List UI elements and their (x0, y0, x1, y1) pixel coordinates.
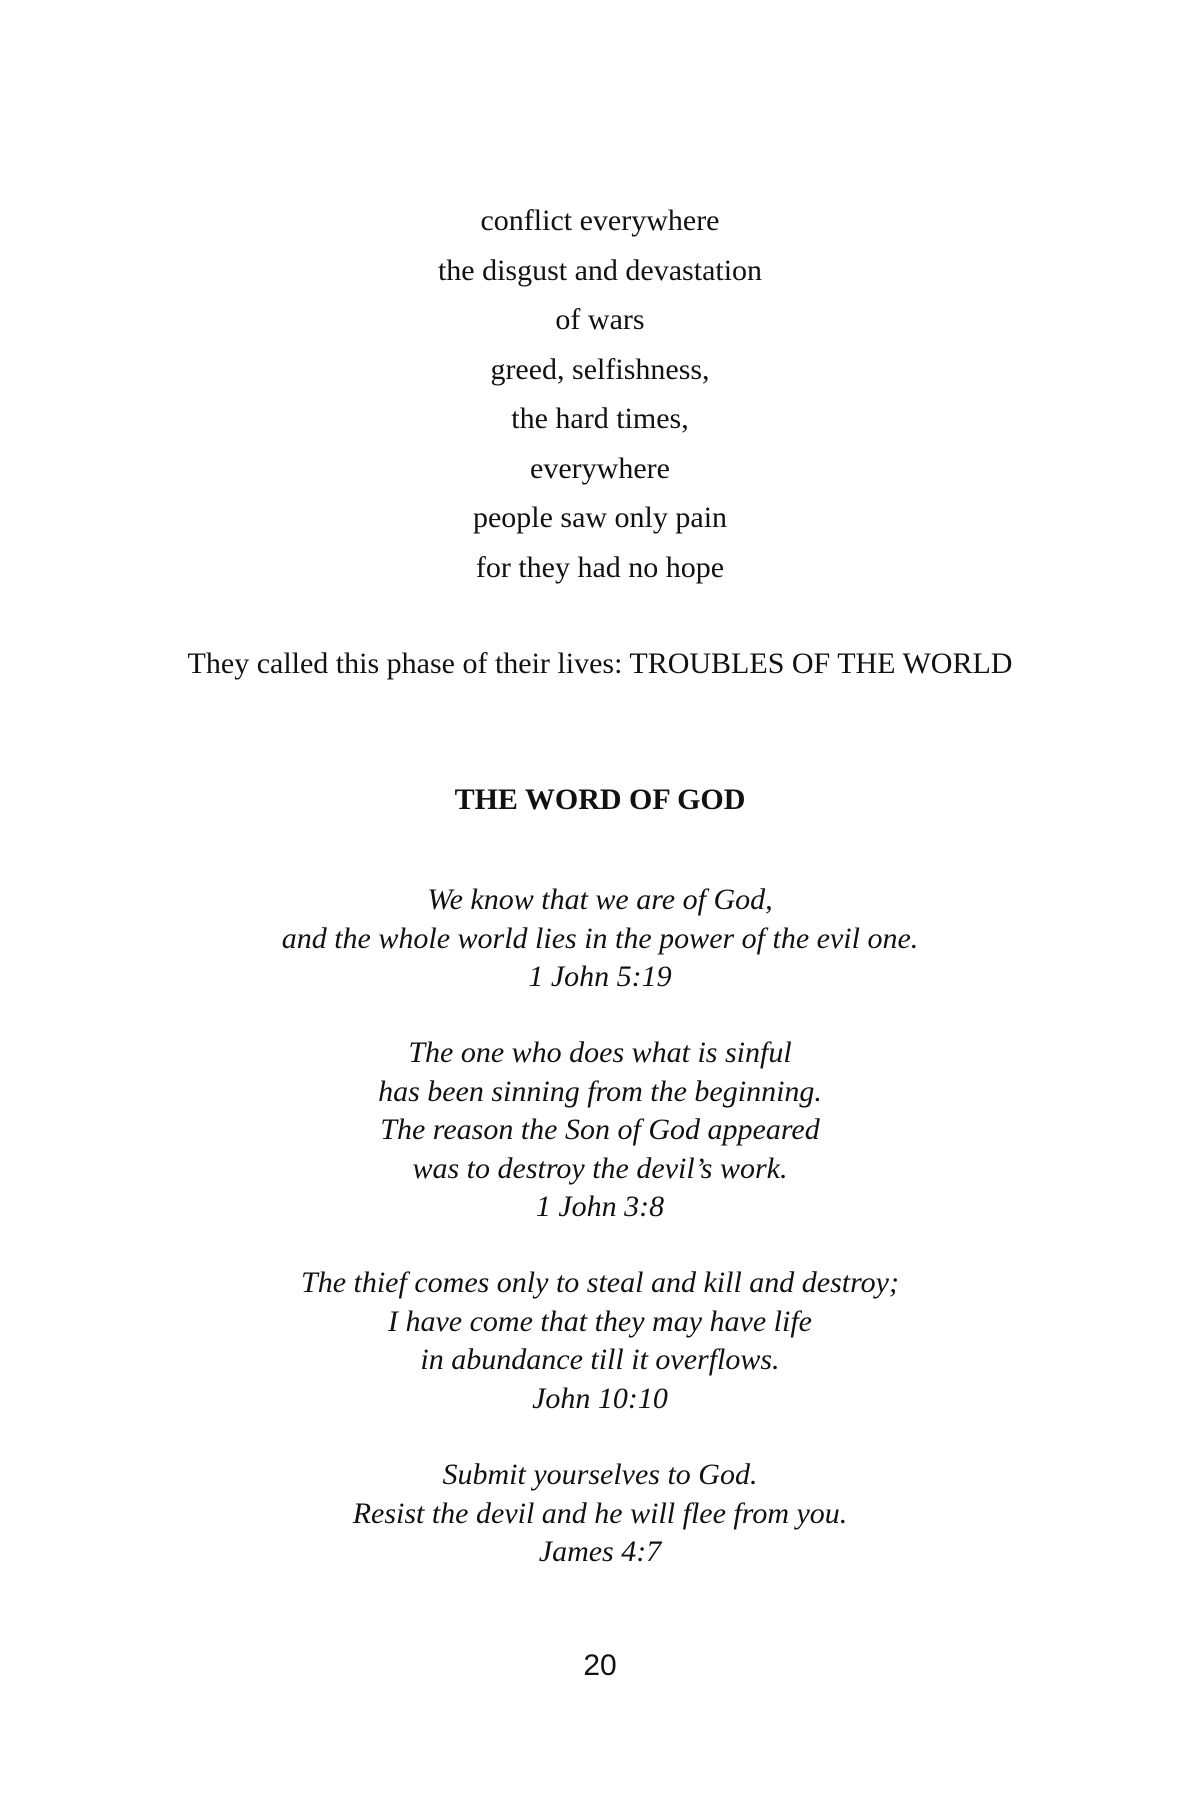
verse-line: has been sinning from the beginning. (378, 1074, 822, 1108)
poem-line: the disgust and devastation (437, 253, 763, 287)
section-heading: THE WORD OF GOD (454, 783, 746, 816)
verse-reference: 1 John 3:8 (535, 1190, 665, 1223)
verse-line: The reason the Son of God appeared (380, 1113, 820, 1146)
page-number: 20 (583, 1649, 617, 1682)
scripture-verse (0, 1264, 1200, 1418)
poem-line: greed, selfishness, (490, 352, 710, 386)
verse-line: Resist the devil and he will flee from you. (352, 1496, 848, 1530)
poem-line: the hard times, (511, 402, 689, 435)
verse-reference: 1 John 5:19 (528, 960, 672, 993)
poem (0, 196, 1200, 592)
scripture-verse (0, 1456, 1200, 1572)
verse-line: The one who does what is sinful (408, 1036, 792, 1069)
verse-line: was to destroy the devil’s work. (412, 1151, 788, 1185)
poem-line: of wars (555, 303, 645, 336)
verse-line: in abundance till it overflows. (420, 1343, 780, 1376)
poem-line: everywhere (530, 451, 670, 485)
verse-reference: James 4:7 (538, 1535, 662, 1568)
verse-line: I have come that they may have life (388, 1304, 812, 1338)
poem-line: people saw only pain (472, 501, 728, 534)
verse-reference: John 10:10 (532, 1381, 668, 1415)
poem-line: for they had no hope (475, 550, 725, 584)
phase-statement: They called this phase of their lives: TROUBLES OF THE WORLD (187, 647, 1013, 680)
verse-line: We know that we are of God, (427, 883, 773, 916)
verse-line: The thief comes only to steal and kill and destroy; (301, 1266, 899, 1299)
scripture-verse (0, 881, 1200, 997)
poem-line: conflict everywhere (480, 204, 720, 237)
verse-line: and the whole world lies in the power of the evil one. (281, 921, 919, 955)
scripture-verse (0, 1034, 1200, 1227)
verse-line: Submit yourselves to God. (442, 1458, 758, 1491)
